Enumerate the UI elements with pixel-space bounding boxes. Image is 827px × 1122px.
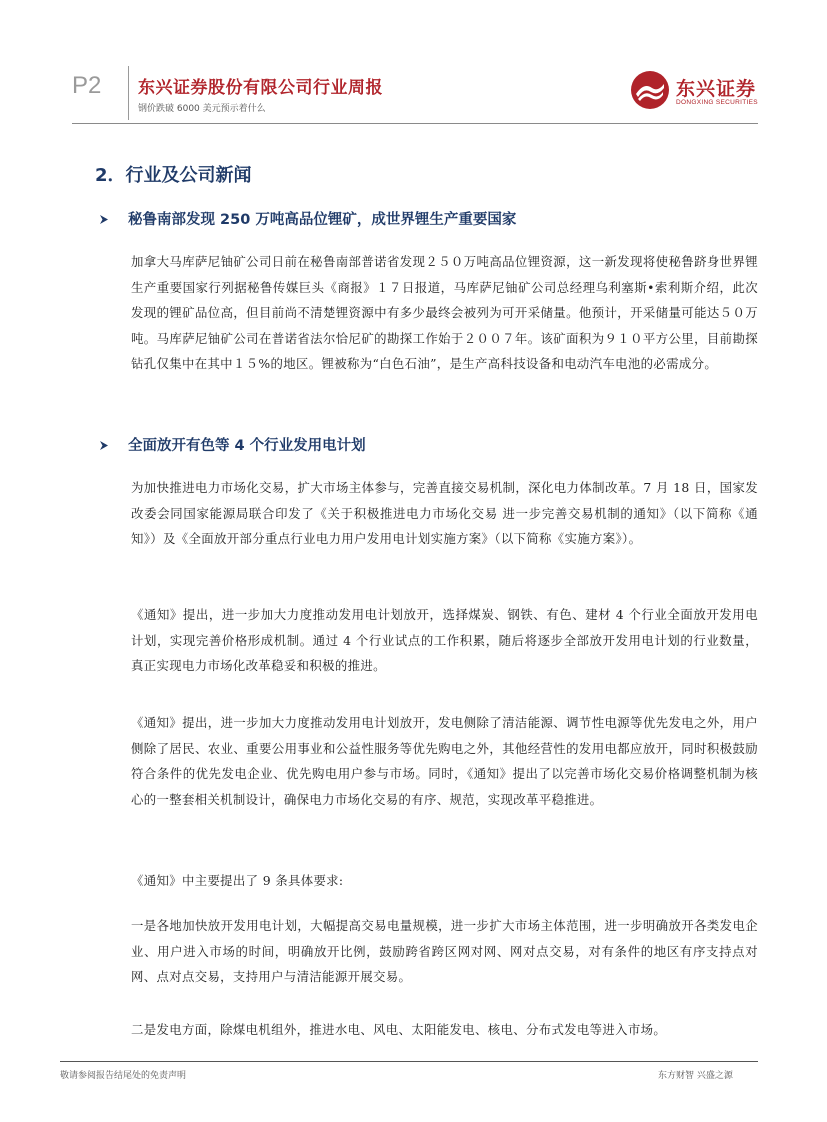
article-title-text: 全面放开有色等 4 个行业发用电计划	[128, 438, 366, 454]
article-paragraph: 加拿大马库萨尼铀矿公司日前在秘鲁南部普诺省发现２５０万吨高品位锂资源，这一新发现将使秘鲁跻身世界锂生产重要国家行列据秘鲁传媒巨头《商报》１７日报道，马库萨尼铀矿公司总经理乌利塞斯•索利斯介绍，此次发现的锂矿品位高，但目前尚不清楚锂资源中有多少最终会被列为可开采储量。他预计，开采储量可能达５０万吨。马库萨尼铀矿公司在普诺省法尔恰尼矿的勘探工作始于２００７年。该矿面积为９１０平方公里，目前勘探钻孔仅集中在其中１５%的地区。锂被称为“白色石油”，是生产高科技设备和电动汽车电池的必需成分。	[131, 254, 758, 371]
article-paragraph: 《通知》提出，进一步加大力度推动发用电计划放开，发电侧除了清洁能源、调节性电源等优先发电之外，用户侧除了居民、农业、重要公用事业和公益性服务等优先购电之外，其他经营性的发用电都应放开，同时积极鼓励符合条件的优先发电企业、优先购电用户参与市场。同时，《通知》提出了以完善市场化交易价格调整机制为核心的一整套相关机制设计，确保电力市场化交易的有序、规范，实现改革平稳推进。	[131, 715, 758, 807]
report-title: 东兴证券股份有限公司行业周报	[138, 78, 383, 98]
company-slogan: 东方财智 兴盛之源	[658, 1071, 733, 1081]
section-heading: 2．行业及公司新闻	[95, 165, 252, 186]
header-divider	[128, 66, 129, 120]
arrow-bullet-icon	[100, 441, 108, 449]
article-title	[100, 434, 366, 455]
article-title-text: 秘鲁南部发现 250 万吨高品位锂矿，成世界锂生产重要国家	[128, 212, 517, 228]
article-paragraph: 《通知》中主要提出了 9 条具体要求:	[131, 873, 344, 888]
company-logo	[630, 70, 765, 116]
logo-name-cn: 东兴证券	[676, 78, 757, 100]
header-rule	[72, 123, 758, 124]
arrow-bullet-icon	[100, 215, 108, 223]
page-number: P2	[72, 72, 102, 99]
footer-rule	[60, 1061, 758, 1062]
article-paragraph: 为加快推进电力市场化交易，扩大市场主体参与，完善直接交易机制，深化电力体制改革。7 月 18 日，国家发改委会同国家能源局联合印发了《关于积极推进电力市场化交易 进一步完善交易机制的通知》（以下简称《通知》）及《全面放开部分重点行业电力用户发用电计划实施方案》（以下简称《实施方案》）。	[131, 480, 758, 546]
article-paragraph: 二是发电方面，除煤电机组外，推进水电、风电、太阳能发电、核电、分布式发电等进入市场。	[131, 1022, 667, 1037]
report-subtitle: 钢价跌破 6000 美元预示着什么	[138, 104, 266, 114]
disclaimer-note: 敬请参阅报告结尾处的免责声明	[60, 1071, 187, 1081]
article-title	[100, 208, 516, 229]
logo-name-en: DONGXING SECURITIES	[676, 99, 758, 106]
logo-mark-icon	[630, 70, 670, 110]
article-paragraph: 一是各地加快放开发用电计划，大幅提高交易电量规模，进一步扩大市场主体范围，进一步明确放开各类发电企业、用户进入市场的时间，明确放开比例，鼓励跨省跨区网对网、网对点交易，对有条件的地区有序支持点对网、点对点交易，支持用户与清洁能源开展交易。	[131, 918, 758, 984]
article-paragraph: 《通知》提出，进一步加大力度推动发用电计划放开，选择煤炭、钢铁、有色、建材 4 个行业全面放开发用电计划，实现完善价格形成机制。通过 4 个行业试点的工作积累，随后将逐步全部放开发用电计划的行业数量，真正实现电力市场化改革稳妥和积极的推进。	[131, 607, 758, 673]
